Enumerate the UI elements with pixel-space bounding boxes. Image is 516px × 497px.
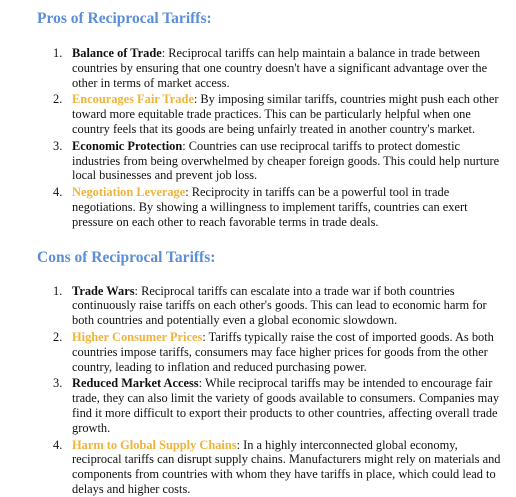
item-number: 2. [53, 92, 63, 107]
list-item [37, 92, 506, 136]
item-term: Trade Wars [72, 283, 135, 298]
item-term: Balance of Trade [72, 46, 162, 60]
item-number: 4. [53, 185, 63, 200]
list-item [37, 284, 506, 328]
item-description: : While reciprocal tariffs may be intended to encourage fair trade, they can also limit the variety of goods available to consumers. Companies may find it more difficult to export their products to other countries, affecting overall trade growth. [72, 376, 500, 435]
pros-heading: Pros of Reciprocal Tariffs: [37, 10, 212, 27]
item-number: 2. [53, 329, 63, 344]
item-term: Encourages Fair Trade [72, 92, 194, 107]
cons-heading: Cons of Reciprocal Tariffs: [37, 248, 216, 266]
pros-list [37, 46, 506, 230]
item-description: : By imposing similar tariffs, countries might push each other toward more equitable trade practices. This can be particularly helpful when one country feels that its goods are being unfairly treated in another country's market. [72, 92, 499, 136]
item-description: : In a highly interconnected global economy, reciprocal tariffs can disrupt supply chains. Manufacturers might rely on materials and components from countries with whom they have tariffs in place, which could lead to delays and higher costs. [72, 437, 501, 496]
list-item [37, 46, 506, 90]
list-item [37, 139, 506, 183]
item-number: 1. [53, 46, 63, 60]
item-description: : Reciprocal tariffs can help maintain a balance in trade between countries by ensuring that one country doesn't have a significant advantage over the other in terms of market access. [72, 46, 488, 90]
item-number: 1. [53, 283, 63, 298]
item-number: 3. [53, 376, 63, 391]
item-number: 3. [53, 138, 63, 153]
item-description: : Reciprocity in tariffs can be a powerful tool in trade negotiations. By showing a willingness to implement tariffs, countries can exert pressure on each other to reach favorable terms in trade deals. [72, 185, 468, 229]
item-description: : Reciprocal tariffs can escalate into a trade war if both countries continuously raise tariffs on each other's goods. This can lead to economic harm for both countries and potentially even a global economic slowdown. [72, 283, 487, 328]
item-description: : Countries can use reciprocal tariffs to protect domestic industries from being overwhelmed by cheaper foreign goods. This could help nurture local businesses and prevent job loss. [72, 138, 500, 183]
item-term: Negotiation Leverage [72, 185, 186, 200]
list-item [37, 438, 506, 497]
list-item [37, 185, 506, 229]
list-item [37, 376, 506, 435]
cons-list [37, 284, 506, 497]
item-term: Harm to Global Supply Chains [72, 437, 237, 452]
list-item [37, 330, 506, 374]
item-description: : Tariffs typically raise the cost of imported goods. As both countries impose tariffs, consumers may face higher prices for goods from the other country, leading to inflation and reduced purchasing power. [72, 329, 494, 374]
item-term: Reduced Market Access [72, 376, 199, 391]
item-term: Economic Protection [72, 138, 183, 153]
item-number: 4. [53, 437, 63, 452]
item-term: Higher Consumer Prices [72, 329, 203, 344]
